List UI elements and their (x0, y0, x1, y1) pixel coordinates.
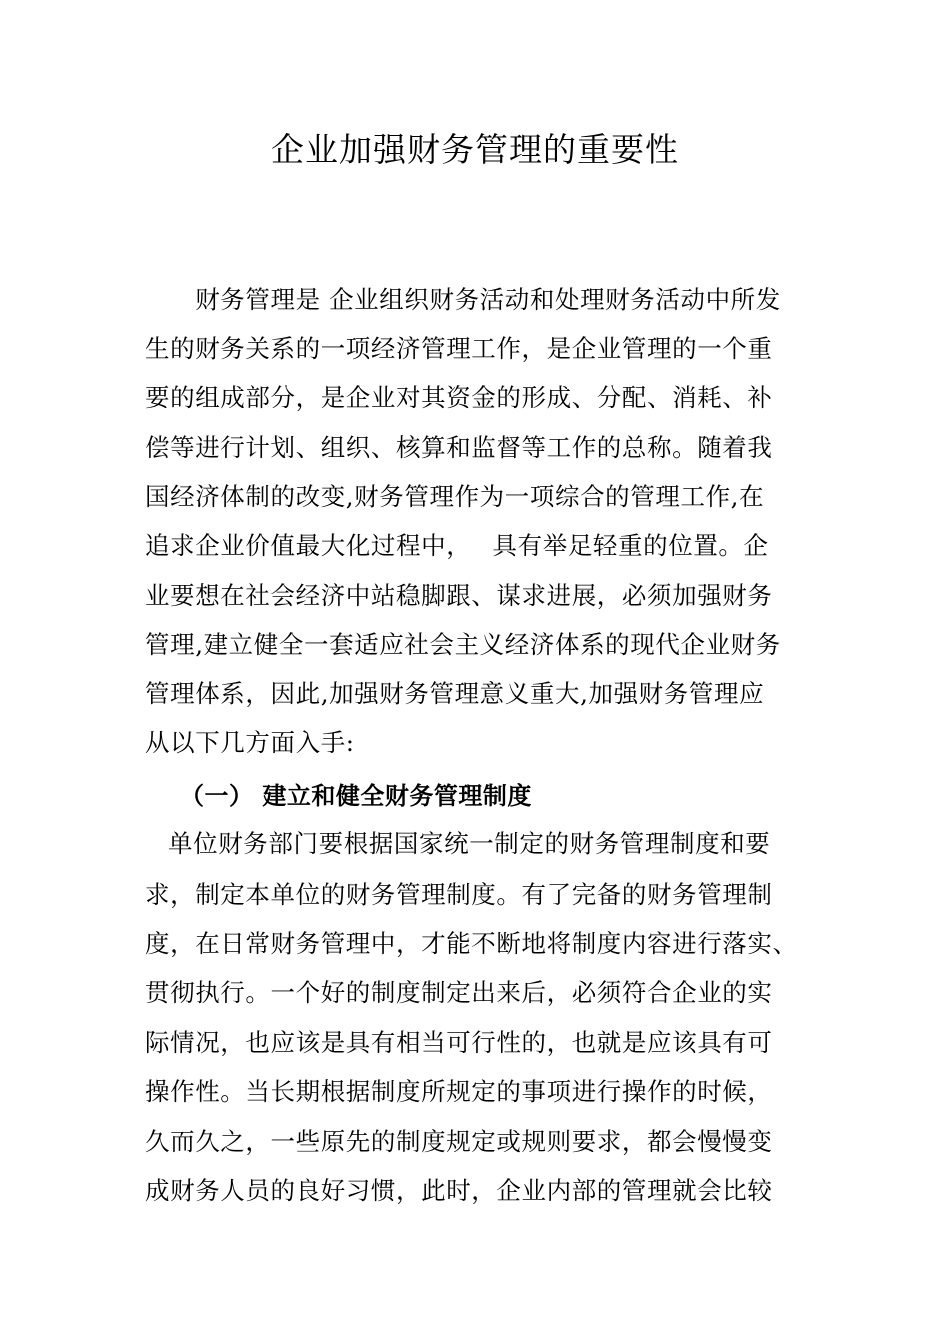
paragraph-line: 要的组成部分，是企业对其资金的形成、分配、消耗、补 (145, 383, 773, 412)
document-title: 企业加强财务管理的重要性 (271, 130, 679, 169)
paragraph-line: 际情况，也应该是具有相当可行性的，也就是应该具有可 (145, 1028, 773, 1057)
paragraph-line: 追求企业价值最大化过程中， 具有举足轻重的位置。企 (145, 531, 769, 560)
paragraph-line: 度，在日常财务管理中，才能不断地将制度内容进行落实、 (145, 929, 798, 958)
paragraph-line: 国经济体制的改变,财务管理作为一项综合的管理工作,在 (145, 482, 765, 511)
paragraph-line: 管理,建立健全一套适应社会主义经济体系的现代企业财务 (145, 630, 781, 659)
paragraph-line: 成财务人员的良好习惯，此时，企业内部的管理就会比较 (145, 1176, 773, 1205)
paragraph-line: 财务管理是 企业组织财务活动和处理财务活动中所发 (145, 285, 781, 314)
paragraph-line: 贯彻执行。一个好的制度制定出来后，必须符合企业的实 (145, 978, 773, 1007)
paragraph-line: 求，制定本单位的财务管理制度。有了完备的财务管理制 (145, 880, 773, 909)
paragraph-line: 操作性。当长期根据制度所规定的事项进行操作的时候， (145, 1077, 773, 1106)
paragraph-line: 从以下几方面入手: (145, 728, 355, 757)
paragraph-line: 单位财务部门要根据国家统一制定的财务管理制度和要 (168, 829, 771, 858)
paragraph-line: 业要想在社会经济中站稳脚跟、谋求进展，必须加强财务 (145, 581, 773, 610)
paragraph-line: 生的财务关系的一项经济管理工作，是企业管理的一个重 (145, 334, 773, 363)
paragraph-line: 久而久之，一些原先的制度规定或规则要求，都会慢慢变 (145, 1127, 773, 1156)
section-heading: （一） 建立和健全财务管理制度 (180, 782, 532, 810)
paragraph-line: 偿等进行计划、组织、核算和监督等工作的总称。随着我 (145, 433, 773, 462)
paragraph-line: 管理体系，因此,加强财务管理意义重大,加强财务管理应 (145, 679, 765, 708)
